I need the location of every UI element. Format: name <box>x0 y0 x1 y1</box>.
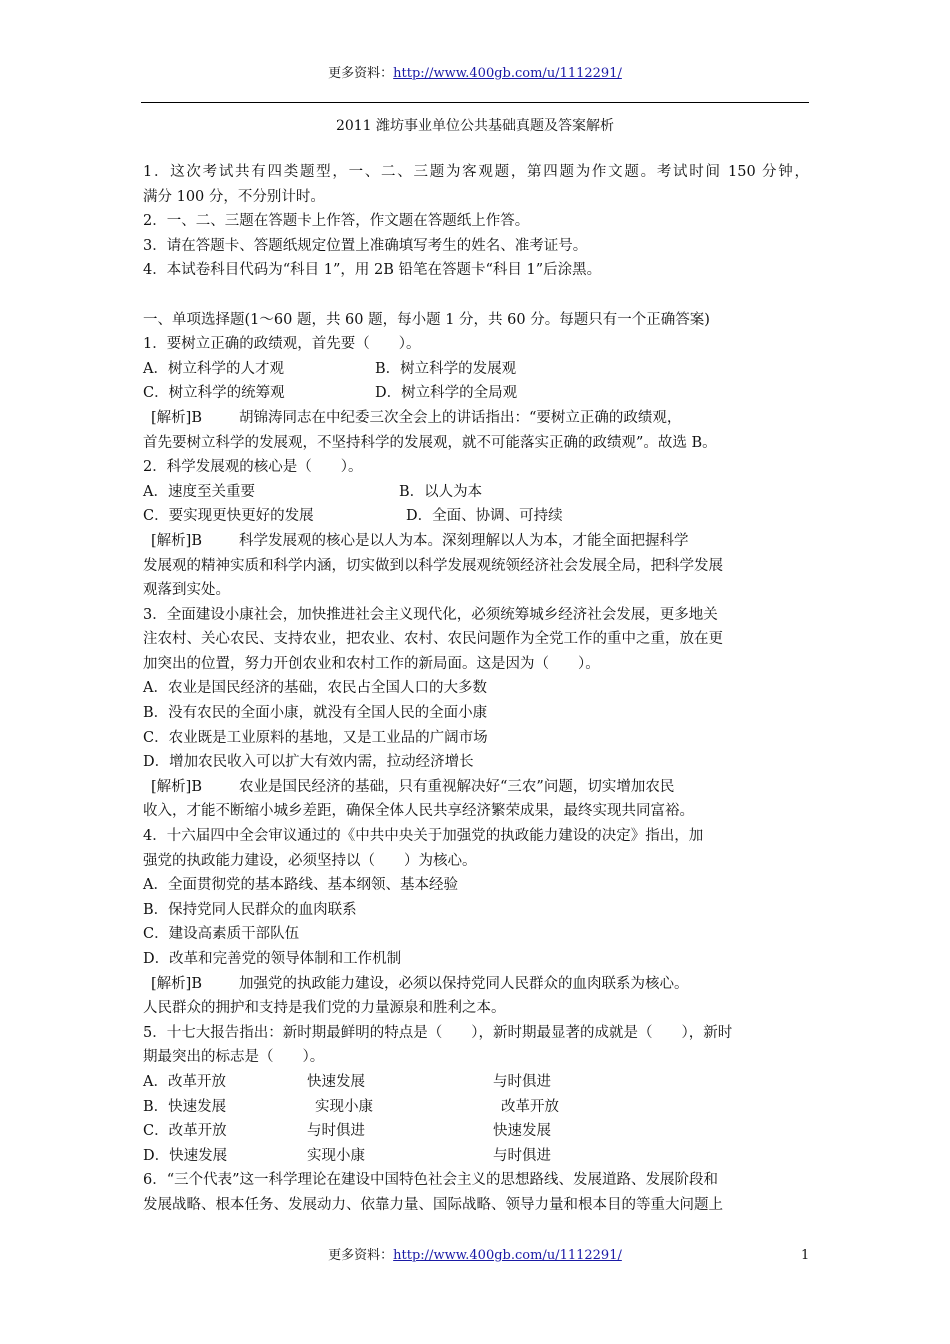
analysis-line <box>143 972 809 997</box>
header-link[interactable]: http://www.400gb.com/u/1112291/ <box>393 66 622 81</box>
document-body <box>143 160 809 1218</box>
question-stem: 加突出的位置，努力开创农业和农村工作的新局面。这是因为（ ）。 <box>143 655 600 672</box>
question-stem: 注农村、关心农民、支持农业，把农业、农村、农民问题作为全党工作的重中之重，放在更 <box>143 631 723 648</box>
option-b: B．树立科学的发展观 <box>375 360 517 377</box>
page-number: 1 <box>801 1248 810 1263</box>
analysis-line: 发展观的精神实质和科学内涵，切实做到以科学发展观统领经济社会发展全局，把科学发展 <box>143 557 723 574</box>
spacer <box>143 283 809 308</box>
option-a: A．全面贯彻党的基本路线、基本纲领、基本经验 <box>143 877 458 894</box>
option-a: A．速度至关重要 <box>143 483 255 500</box>
analysis-text: 胡锦涛同志在中纪委三次全会上的讲话指出：“要树立正确的政绩观， <box>239 409 682 426</box>
option-col3: 改革开放 <box>501 1098 559 1115</box>
option-row <box>143 1119 809 1144</box>
option-col2: 快速发展 <box>307 1073 365 1090</box>
option-row <box>143 1144 809 1169</box>
option-row <box>143 381 809 406</box>
option-c: C．树立科学的统筹观 <box>143 385 285 402</box>
question-stem: 期最突出的标志是（ ）。 <box>143 1049 325 1066</box>
option-row <box>143 357 809 382</box>
instruction-line: 2．一、二、三题在答题卡上作答，作文题在答题纸上作答。 <box>143 213 530 230</box>
analysis-line <box>143 529 809 554</box>
analysis-answer: [解析]B <box>151 532 202 549</box>
option-d: D．增加农民收入可以扩大有效内需，拉动经济增长 <box>143 754 474 771</box>
question-stem: 6．“三个代表”这一科学理论在建设中国特色社会主义的思想路线、发展道路、发展阶段和 <box>143 1172 719 1189</box>
instruction-line: 3．请在答题卡、答题纸规定位置上准确填写考生的姓名、准考证号。 <box>143 237 588 254</box>
analysis-answer: [解析]B <box>151 778 202 795</box>
analysis-line <box>143 775 809 800</box>
question-stem: 2．科学发展观的核心是（ ）。 <box>143 459 363 476</box>
option-row <box>143 504 809 529</box>
question-stem: 4．十六届四中全会审议通过的《中共中央关于加强党的执政能力建设的决定》指出，加 <box>143 828 704 845</box>
option-b: B．没有农民的全面小康，就没有全国人民的全面小康 <box>143 705 488 722</box>
analysis-line: 人民群众的拥护和支持是我们党的力量源泉和胜利之本。 <box>143 1000 506 1017</box>
instruction-line: 满分 100 分，不分别计时。 <box>143 188 325 205</box>
option-d: D．树立科学的全局观 <box>375 385 518 402</box>
option-row <box>143 480 809 505</box>
question-stem: 强党的执政能力建设，必须坚持以（ ）为核心。 <box>143 852 477 869</box>
analysis-text: 加强党的执政能力建设，必须以保持党同人民群众的血肉联系为核心。 <box>239 975 689 992</box>
option-b: B．以人为本 <box>399 483 483 500</box>
option-col2: 实现小康 <box>307 1147 365 1164</box>
option-col1: D．快速发展 <box>143 1147 228 1164</box>
option-d: D．改革和完善党的领导体制和工作机制 <box>143 951 402 967</box>
option-col1: B．快速发展 <box>143 1098 227 1115</box>
option-row <box>143 1070 809 1095</box>
question-stem: 1．要树立正确的政绩观，首先要（ ）。 <box>143 336 421 353</box>
instruction-line: 1．这次考试共有四类题型，一、二、三题为客观题，第四题为作文题。考试时间 150 分钟， <box>143 164 809 180</box>
option-c: C．农业既是工业原料的基地，又是工业品的广阔市场 <box>143 729 488 746</box>
instruction-line: 4．本试卷科目代码为“科目 1”，用 2B 铅笔在答题卡“科目 1”后涂黑。 <box>143 262 602 279</box>
option-a: A．树立科学的人才观 <box>143 360 284 377</box>
question-stem: 发展战略、根本任务、发展动力、依靠力量、国际战略、领导力量和根本目的等重大问题上 <box>143 1196 723 1213</box>
option-col3: 快速发展 <box>493 1123 551 1140</box>
analysis-line: 收入，才能不断缩小城乡差距，确保全体人民共享经济繁荣成果，最终实现共同富裕。 <box>143 803 694 820</box>
header-rule <box>141 102 809 103</box>
question-stem: 3．全面建设小康社会，加快推进社会主义现代化，必须统筹城乡经济社会发展，更多地关 <box>143 606 718 623</box>
option-d: D．全面、协调、可持续 <box>406 508 563 525</box>
option-col2: 实现小康 <box>315 1098 373 1115</box>
page-header <box>0 66 950 82</box>
analysis-line: 首先要树立科学的发展观，不坚持科学的发展观，就不可能落实正确的政绩观”。故选 B。 <box>143 434 717 451</box>
footer-label: 更多资料： <box>328 1248 394 1263</box>
analysis-answer: [解析]B <box>151 975 202 992</box>
option-c: C．建设高素质干部队伍 <box>143 926 300 943</box>
analysis-line: 观落到实处。 <box>143 582 230 599</box>
option-row <box>143 1095 809 1120</box>
analysis-answer: [解析]B <box>151 409 202 426</box>
analysis-text: 农业是国民经济的基础，只有重视解决好“三农”问题，切实增加农民 <box>239 778 675 795</box>
option-col2: 与时俱进 <box>307 1123 365 1140</box>
option-col3: 与时俱进 <box>493 1073 551 1090</box>
analysis-text: 科学发展观的核心是以人为本。深刻理解以人为本，才能全面把握科学 <box>239 532 689 549</box>
option-c: C．要实现更快更好的发展 <box>143 508 314 525</box>
option-col1: A．改革开放 <box>143 1073 226 1090</box>
analysis-line <box>143 406 809 431</box>
question-stem: 5．十七大报告指出：新时期最鲜明的特点是（ ），新时期最显著的成就是（ ），新时 <box>143 1024 733 1041</box>
section-title: 一、单项选择题(1～60 题，共 60 题，每小题 1 分，共 60 分。每题只有一个正确答案) <box>143 311 710 328</box>
option-col3: 与时俱进 <box>493 1147 551 1164</box>
header-label: 更多资料： <box>328 66 394 81</box>
footer-link[interactable]: http://www.400gb.com/u/1112291/ <box>393 1248 622 1263</box>
option-col1: C．改革开放 <box>143 1123 227 1140</box>
option-a: A．农业是国民经济的基础，农民占全国人口的大多数 <box>143 680 487 697</box>
document-title: 2011 潍坊事业单位公共基础真题及答案解析 <box>335 118 615 134</box>
option-b: B．保持党同人民群众的血肉联系 <box>143 901 357 918</box>
